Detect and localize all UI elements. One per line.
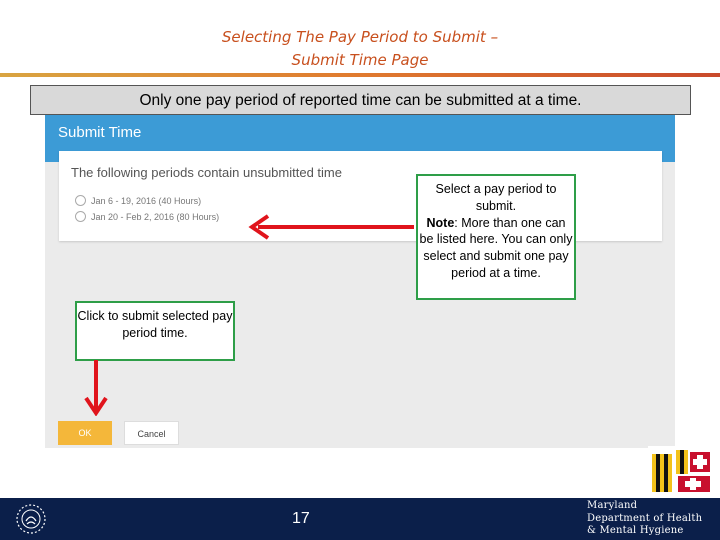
slide-title-line2: Submit Time Page [291,51,429,69]
note-label: Note [426,215,455,230]
left-arrow-icon [244,214,416,240]
slide-title [0,26,720,72]
callout-submit: Click to submit selected pay period time. [75,301,235,361]
period-label: Jan 20 - Feb 2, 2016 (80 Hours) [91,211,220,222]
maryland-flag-logo [648,446,714,496]
submit-time-screen [45,115,675,448]
radio-button[interactable] [75,195,86,206]
radio-button[interactable] [75,211,86,222]
period-option[interactable] [75,211,219,222]
callout-select-period [416,174,576,300]
page-title: Submit Time [58,124,142,141]
note-text: : More than one can be listed here. You can only select and submit one pay period at a time. [419,215,573,280]
down-arrow-icon [84,360,108,416]
callout-select-text: Select a pay period to submit. [435,182,557,213]
org-line2: Department of Health [587,512,703,524]
slide-title-line1: Selecting The Pay Period to Submit – [221,28,499,46]
org-line3: & Mental Hygiene [587,525,684,537]
hhs-seal-icon [15,503,47,535]
period-label: Jan 6 - 19, 2016 (40 Hours) [91,195,202,206]
title-divider [0,73,720,77]
card-heading: The following periods contain unsubmitted time [71,165,342,180]
info-banner: Only one pay period of reported time can be submitted at a time. [30,85,691,115]
org-name [587,500,720,538]
org-line1: Maryland [587,500,638,511]
period-option[interactable] [75,195,201,206]
cancel-button[interactable]: Cancel [124,421,179,445]
ok-button[interactable]: OK [58,421,112,445]
page-number: 17 [292,510,310,527]
